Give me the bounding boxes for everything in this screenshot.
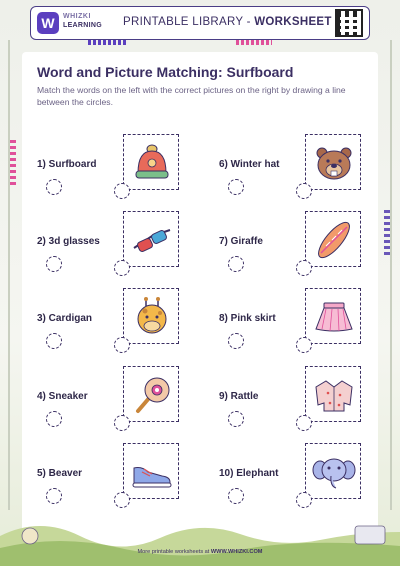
word-label: 4) Sneaker (37, 391, 88, 402)
word-label: 2) 3d glasses (37, 236, 100, 247)
header-title-strong: WORKSHEET (254, 16, 332, 28)
word-label: 3) Cardigan (37, 313, 93, 324)
header-title-prefix: PRINTABLE LIBRARY - (123, 16, 255, 28)
picture-box (123, 211, 179, 267)
left-decor-stripe (10, 140, 16, 186)
word-match-circle[interactable] (228, 179, 244, 195)
picture-box (123, 134, 179, 190)
word-label: 5) Beaver (37, 468, 83, 479)
right-decor-stripe (384, 210, 390, 256)
pink-skirt-icon (312, 295, 356, 339)
word-label: 8) Pink skirt (219, 313, 276, 324)
header-bar (30, 6, 370, 40)
word-label: 9) Rattle (219, 391, 259, 402)
picture-box (305, 211, 361, 267)
word-match-circle[interactable] (46, 411, 62, 427)
word-label: 7) Giraffe (219, 236, 263, 247)
header-accent-dots-pink (236, 40, 272, 45)
picture-box (305, 443, 361, 499)
word-match-circle[interactable] (46, 333, 62, 349)
word-label: 10) Elephant (219, 468, 279, 479)
word-match-circle[interactable] (46, 256, 62, 272)
header-accent-dots (88, 40, 128, 45)
3d-glasses-icon (130, 218, 174, 262)
picture-box (123, 366, 179, 422)
beaver-icon (312, 141, 356, 185)
elephant-icon (312, 450, 356, 494)
word-match-circle[interactable] (228, 256, 244, 272)
worksheet-title: Word and Picture Matching: Surfboard (37, 64, 294, 80)
sneaker-icon (130, 450, 174, 494)
picture-match-circle[interactable] (114, 183, 130, 199)
word-match-circle[interactable] (228, 333, 244, 349)
picture-match-circle[interactable] (114, 337, 130, 353)
footer-prefix: More printable worksheets at (137, 549, 211, 555)
picture-match-circle[interactable] (296, 337, 312, 353)
logo-text-top: WHIZKI (63, 13, 91, 20)
footer-site-link[interactable]: WWW.WHIZKI.COM (210, 549, 263, 555)
footer-hills-illustration (0, 496, 400, 566)
left-frame-rail (8, 40, 14, 510)
surfboard-icon (312, 218, 356, 262)
picture-match-circle[interactable] (114, 415, 130, 431)
logo-text-bottom: LEARNING (63, 22, 102, 29)
word-label: 6) Winter hat (219, 159, 280, 170)
picture-match-circle[interactable] (296, 260, 312, 276)
word-match-circle[interactable] (228, 411, 244, 427)
worksheet-instructions: Match the words on the left with the correct pictures on the right by drawing a line between the circles. (37, 85, 346, 107)
winter-hat-icon (130, 141, 174, 185)
picture-box (123, 288, 179, 344)
picture-match-circle[interactable] (296, 415, 312, 431)
giraffe-icon (130, 295, 174, 339)
right-frame-rail (386, 40, 392, 510)
qr-code-icon[interactable] (335, 9, 363, 37)
picture-box (305, 366, 361, 422)
word-match-circle[interactable] (46, 179, 62, 195)
picture-box (305, 134, 361, 190)
footer-credit (0, 549, 400, 555)
picture-box (305, 288, 361, 344)
whizki-logo-icon[interactable]: W (37, 12, 59, 34)
picture-match-circle[interactable] (296, 183, 312, 199)
cardigan-icon (312, 373, 356, 417)
picture-match-circle[interactable] (114, 260, 130, 276)
rattle-icon (130, 373, 174, 417)
header-title (123, 16, 332, 28)
word-label: 1) Surfboard (37, 159, 97, 170)
picture-box (123, 443, 179, 499)
